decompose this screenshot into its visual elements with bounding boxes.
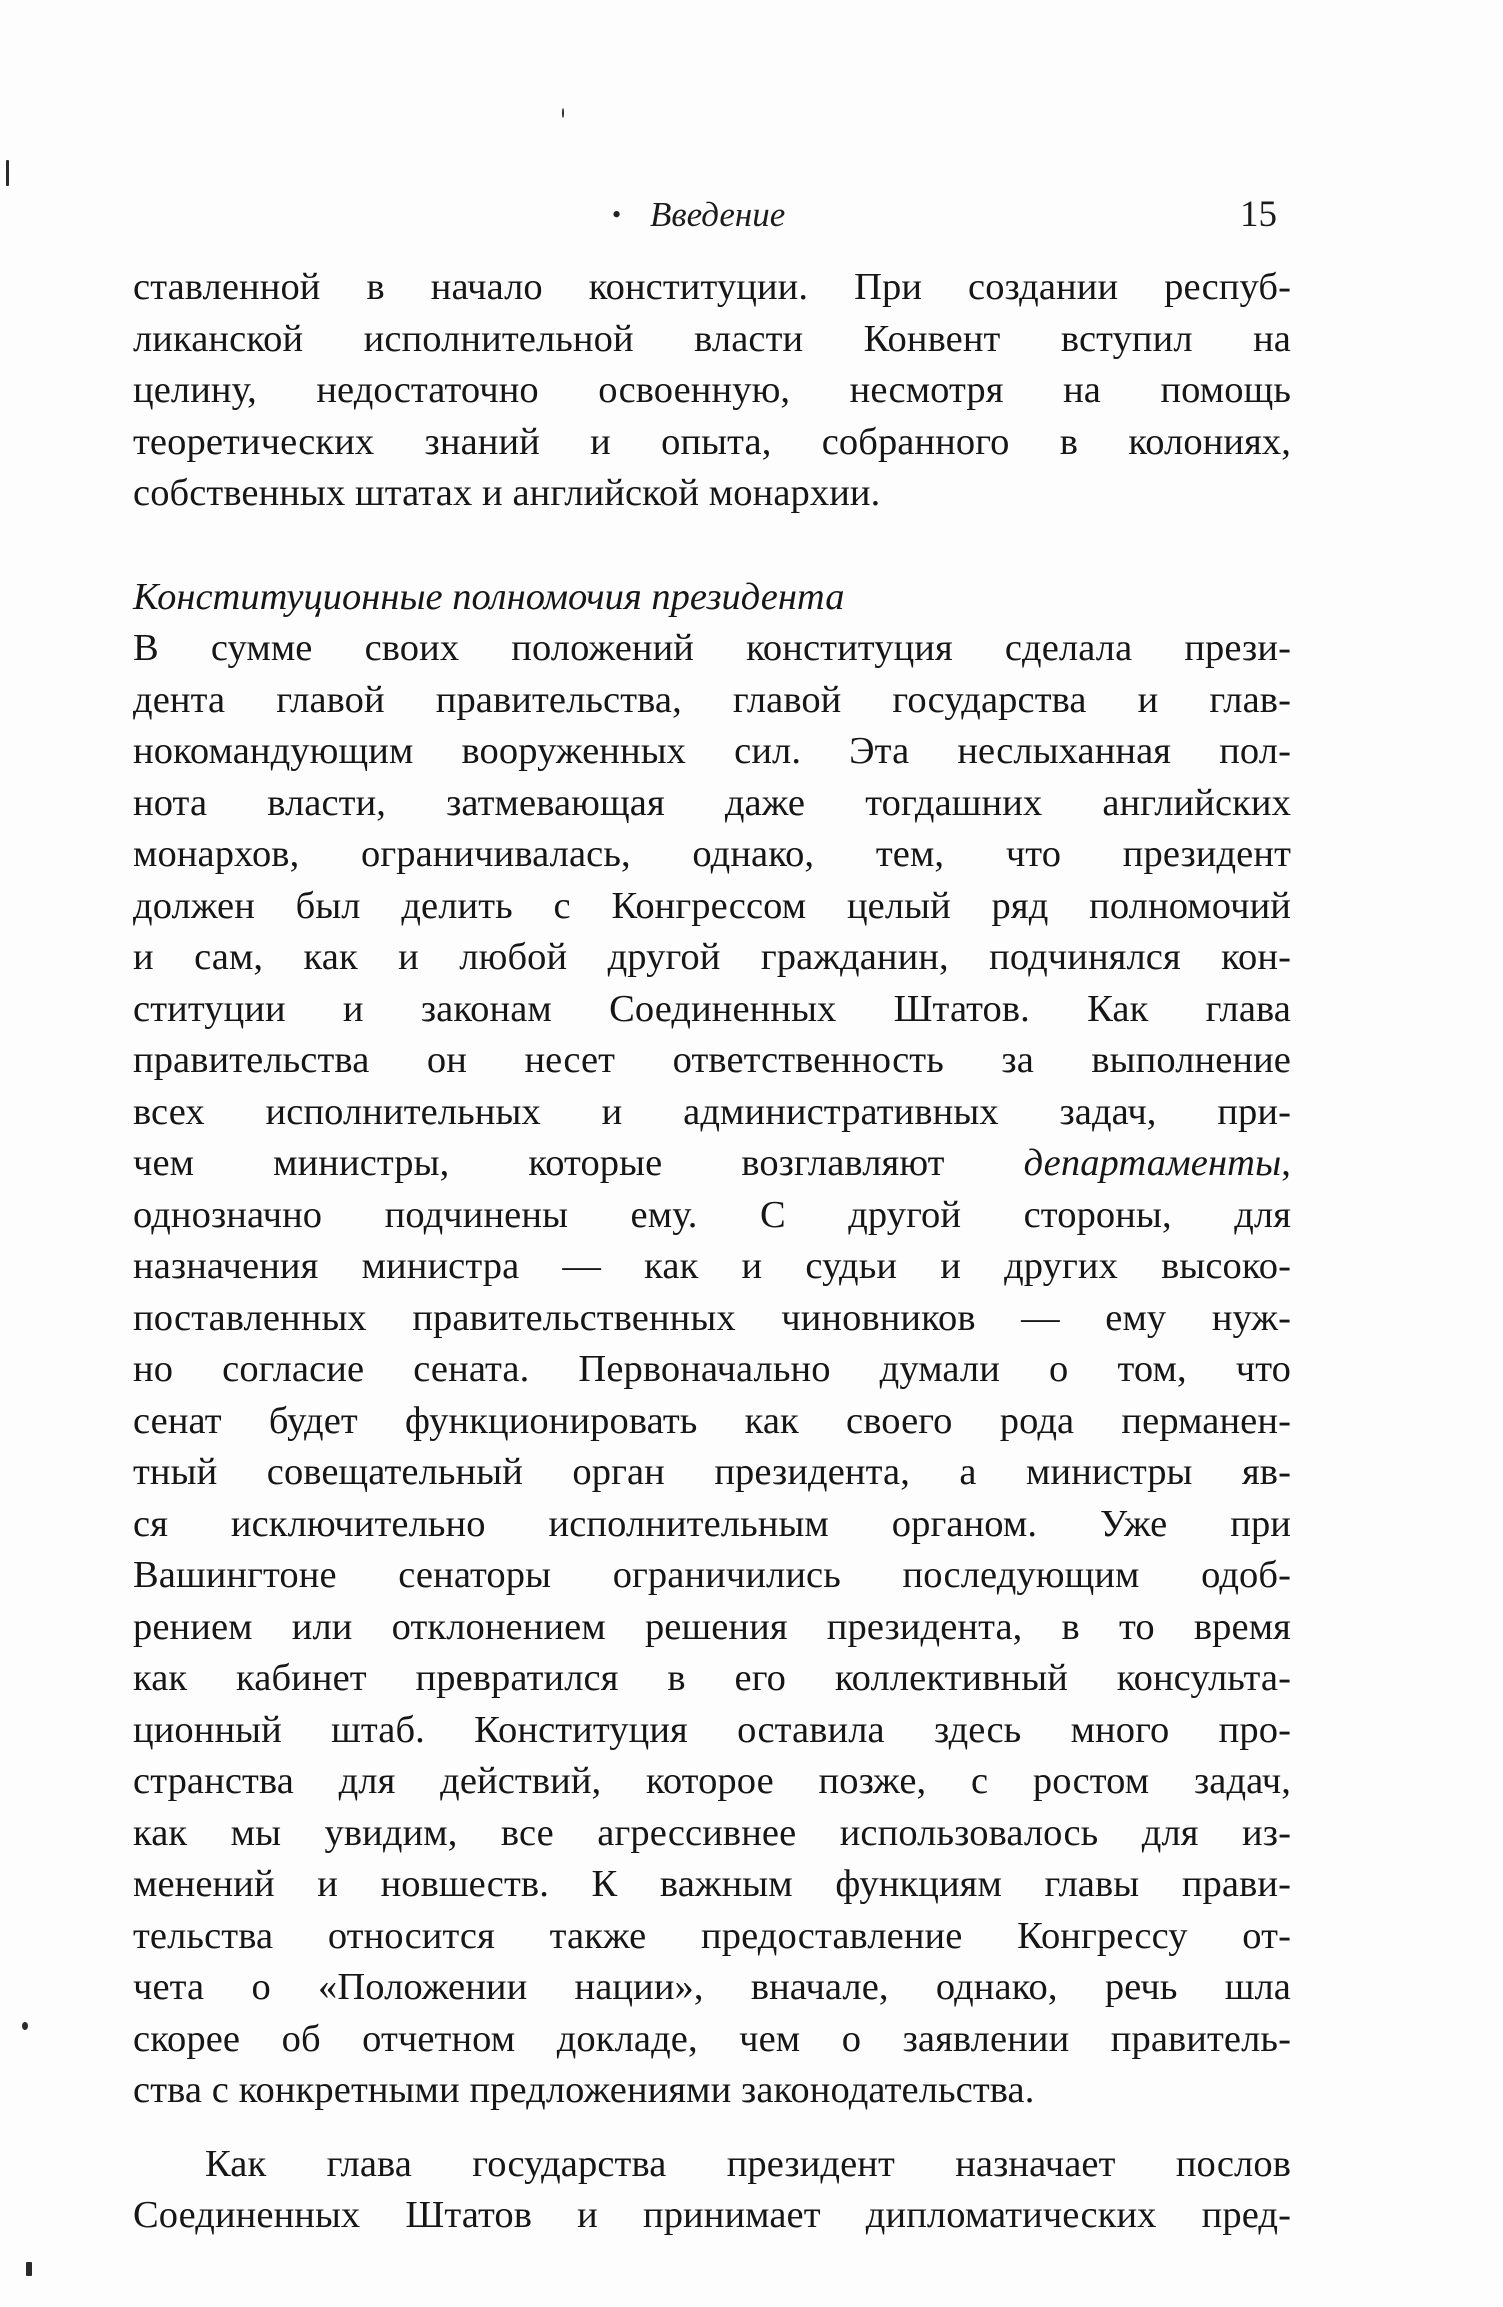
running-head-bullet: • bbox=[612, 200, 622, 229]
body-text bbox=[133, 262, 1291, 2242]
text-line: ставленной в начало конституции. При создании респуб- bbox=[133, 266, 1291, 308]
paragraph-3 bbox=[133, 2139, 1291, 2242]
scan-speck bbox=[26, 2262, 32, 2276]
text-line: всех исполнительных и административных задач, при- bbox=[133, 1090, 1291, 1133]
text-line: тный совещательный орган президента, а министры яв- bbox=[133, 1451, 1291, 1493]
text-line: ституции и законам Соединенных Штатов. Как глава bbox=[133, 987, 1291, 1030]
text-line: тельства относится также предоставление Конгрессу от- bbox=[133, 1914, 1291, 1957]
text-line: ства с конкретными предложениями законодательства. bbox=[133, 2069, 1035, 2111]
text-line: странства для действий, которое позже, с ростом задач, bbox=[133, 1760, 1291, 1802]
text-line: теоретических знаний и опыта, собранного в колониях, bbox=[133, 420, 1291, 463]
text-line: правительства он несет ответственность за выполнение bbox=[133, 1039, 1291, 1081]
paragraph-gap bbox=[133, 520, 1291, 572]
text-line: ся исключительно исполнительным органом. Уже при bbox=[133, 1502, 1291, 1545]
text-line: В сумме своих положений конституция сделала прези- bbox=[133, 627, 1291, 669]
text-line: и сам, как и любой другой гражданин, подчинялся кон- bbox=[133, 936, 1291, 978]
text-line: поставленных правительственных чиновников — ему нуж- bbox=[133, 1296, 1291, 1339]
text-line: нокомандующим вооруженных сил. Эта неслыханная пол- bbox=[133, 730, 1291, 772]
text-run: , bbox=[1281, 1142, 1291, 1184]
text-line: Соединенных Штатов и принимает дипломатических пред- bbox=[133, 2194, 1291, 2236]
text-line: менений и новшеств. К важным функциям главы прави- bbox=[133, 1863, 1291, 1905]
running-head-title: Введение bbox=[650, 195, 786, 234]
text-line: скорее об отчетном докладе, чем о заявлении правитель- bbox=[133, 2017, 1291, 2060]
paragraph-gap bbox=[133, 2117, 1291, 2139]
text-line: назначения министра — как и судьи и других высоко- bbox=[133, 1245, 1291, 1287]
text-line: целину, недостаточно освоенную, несмотря на помощь bbox=[133, 369, 1291, 411]
text-line: однозначно подчинены ему. С другой стороны, для bbox=[133, 1193, 1291, 1236]
paragraph-2 bbox=[133, 623, 1291, 2117]
text-line: ционный штаб. Конституция оставила здесь много про- bbox=[133, 1708, 1291, 1751]
text-line: дента главой правительства, главой государства и глав- bbox=[133, 678, 1291, 721]
text-line: рением или отклонением решения президента, в то время bbox=[133, 1605, 1291, 1648]
scan-speck bbox=[562, 108, 564, 118]
text-line: собственных штатах и английской монархии. bbox=[133, 472, 881, 514]
text-line: как мы увидим, все агрессивнее использовалось для из- bbox=[133, 1811, 1291, 1854]
text-run: чем министры, которые возглавляют bbox=[133, 1142, 1024, 1184]
running-head bbox=[0, 190, 1503, 240]
section-subheading: Конституционные полномочия президента bbox=[133, 575, 845, 618]
scan-speck bbox=[6, 160, 9, 186]
text-line: должен был делить с Конгрессом целый ряд полномочий bbox=[133, 884, 1291, 927]
text-line-with-italic bbox=[133, 1138, 1291, 1190]
text-line: чета о «Положении нации», вначале, однако, речь шла bbox=[133, 1966, 1291, 2008]
text-line: как кабинет превратился в его коллективный консульта- bbox=[133, 1657, 1291, 1699]
page-number: 15 bbox=[1240, 194, 1277, 235]
text-line: сенат будет функционировать как своего рода перманен- bbox=[133, 1399, 1291, 1442]
text-line: но согласие сената. Первоначально думали о том, что bbox=[133, 1348, 1291, 1390]
text-line: ликанской исполнительной власти Конвент вступил на bbox=[133, 317, 1291, 360]
paragraph-1 bbox=[133, 262, 1291, 520]
scan-speck bbox=[22, 2022, 28, 2030]
text-line: Вашингтоне сенаторы ограничились последующим одоб- bbox=[133, 1554, 1291, 1596]
italic-term: департаменты bbox=[1023, 1142, 1282, 1184]
text-line: нота власти, затмевающая даже тогдашних английских bbox=[133, 781, 1291, 824]
text-line: монархов, ограничивалась, однако, тем, что президент bbox=[133, 833, 1291, 875]
text-line: Как глава государства президент назначает послов bbox=[205, 2142, 1291, 2185]
